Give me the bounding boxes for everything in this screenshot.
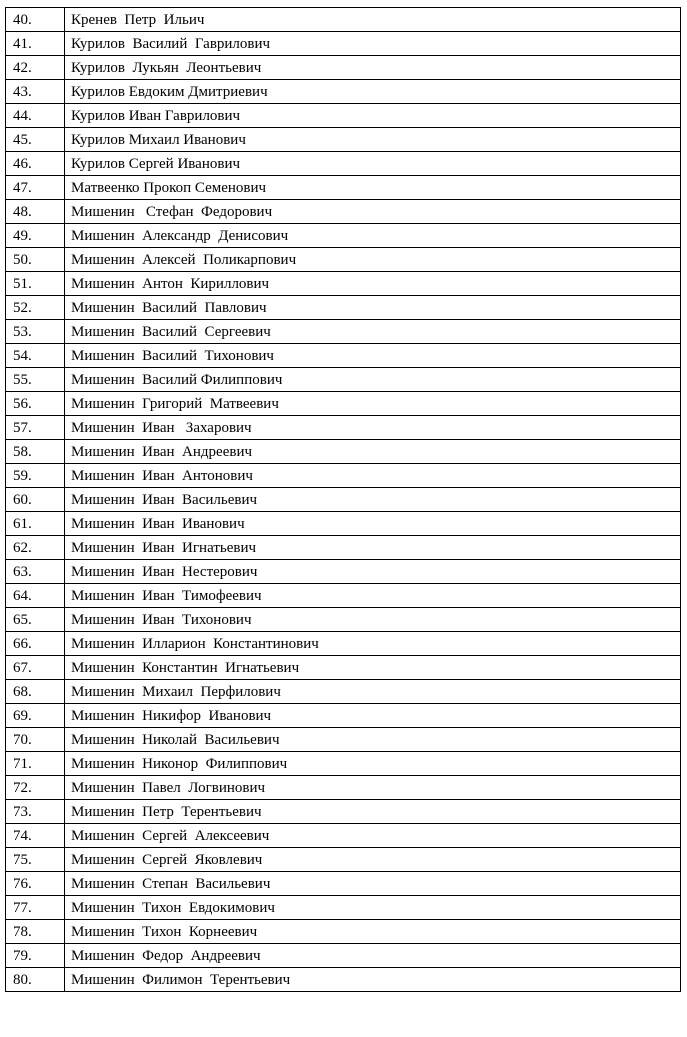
person-name: Мишенин Филимон Терентьевич xyxy=(65,968,681,992)
person-name: Курилов Евдоким Дмитриевич xyxy=(65,80,681,104)
document-page xyxy=(5,7,681,992)
row-number: 78. xyxy=(6,920,65,944)
table-row xyxy=(6,368,681,392)
table-row xyxy=(6,728,681,752)
table-row xyxy=(6,152,681,176)
row-number: 71. xyxy=(6,752,65,776)
row-number: 54. xyxy=(6,344,65,368)
row-number: 72. xyxy=(6,776,65,800)
person-name: Мишенин Сергей Алексеевич xyxy=(65,824,681,848)
person-name: Курилов Василий Гаврилович xyxy=(65,32,681,56)
table-row xyxy=(6,440,681,464)
table-row xyxy=(6,488,681,512)
person-name: Мишенин Федор Андреевич xyxy=(65,944,681,968)
person-name: Мишенин Константин Игнатьевич xyxy=(65,656,681,680)
row-number: 53. xyxy=(6,320,65,344)
row-number: 57. xyxy=(6,416,65,440)
table-row xyxy=(6,920,681,944)
person-name: Мишенин Иван Иванович xyxy=(65,512,681,536)
table-row xyxy=(6,704,681,728)
person-name: Мишенин Василий Тихонович xyxy=(65,344,681,368)
row-number: 79. xyxy=(6,944,65,968)
table-row xyxy=(6,224,681,248)
person-name: Мишенин Иван Андреевич xyxy=(65,440,681,464)
row-number: 62. xyxy=(6,536,65,560)
row-number: 61. xyxy=(6,512,65,536)
table-row xyxy=(6,584,681,608)
row-number: 70. xyxy=(6,728,65,752)
table-row xyxy=(6,752,681,776)
row-number: 80. xyxy=(6,968,65,992)
row-number: 59. xyxy=(6,464,65,488)
row-number: 60. xyxy=(6,488,65,512)
person-name: Мишенин Иван Игнатьевич xyxy=(65,536,681,560)
row-number: 76. xyxy=(6,872,65,896)
person-name: Мишенин Сергей Яковлевич xyxy=(65,848,681,872)
table-row xyxy=(6,776,681,800)
person-name: Мишенин Иван Антонович xyxy=(65,464,681,488)
row-number: 66. xyxy=(6,632,65,656)
row-number: 52. xyxy=(6,296,65,320)
row-number: 68. xyxy=(6,680,65,704)
person-name: Мишенин Тихон Корнеевич xyxy=(65,920,681,944)
table-row xyxy=(6,632,681,656)
table-row xyxy=(6,272,681,296)
row-number: 65. xyxy=(6,608,65,632)
table-row xyxy=(6,944,681,968)
person-name: Курилов Михаил Иванович xyxy=(65,128,681,152)
table-row xyxy=(6,320,681,344)
row-number: 45. xyxy=(6,128,65,152)
person-name: Мишенин Василий Павлович xyxy=(65,296,681,320)
row-number: 42. xyxy=(6,56,65,80)
table-row xyxy=(6,416,681,440)
person-name: Матвеенко Прокоп Семенович xyxy=(65,176,681,200)
table-row xyxy=(6,296,681,320)
table-row xyxy=(6,200,681,224)
row-number: 77. xyxy=(6,896,65,920)
table-row xyxy=(6,872,681,896)
table-row xyxy=(6,56,681,80)
row-number: 69. xyxy=(6,704,65,728)
table-row xyxy=(6,8,681,32)
row-number: 50. xyxy=(6,248,65,272)
row-number: 74. xyxy=(6,824,65,848)
row-number: 63. xyxy=(6,560,65,584)
person-name: Мишенин Илларион Константинович xyxy=(65,632,681,656)
table-row xyxy=(6,248,681,272)
table-row xyxy=(6,824,681,848)
person-name: Мишенин Тихон Евдокимович xyxy=(65,896,681,920)
person-name: Мишенин Александр Денисович xyxy=(65,224,681,248)
person-name: Мишенин Иван Васильевич xyxy=(65,488,681,512)
row-number: 58. xyxy=(6,440,65,464)
row-number: 43. xyxy=(6,80,65,104)
row-number: 48. xyxy=(6,200,65,224)
row-number: 51. xyxy=(6,272,65,296)
person-name: Кренев Петр Ильич xyxy=(65,8,681,32)
person-name: Мишенин Василий Филиппович xyxy=(65,368,681,392)
person-name: Мишенин Никонор Филиппович xyxy=(65,752,681,776)
table-row xyxy=(6,344,681,368)
person-name: Мишенин Степан Васильевич xyxy=(65,872,681,896)
person-name: Мишенин Антон Кириллович xyxy=(65,272,681,296)
person-name: Мишенин Иван Тимофеевич xyxy=(65,584,681,608)
table-row xyxy=(6,104,681,128)
row-number: 44. xyxy=(6,104,65,128)
name-list-table xyxy=(5,7,681,992)
row-number: 56. xyxy=(6,392,65,416)
person-name: Мишенин Василий Сергеевич xyxy=(65,320,681,344)
person-name: Мишенин Григорий Матвеевич xyxy=(65,392,681,416)
person-name: Мишенин Петр Терентьевич xyxy=(65,800,681,824)
person-name: Мишенин Иван Захарович xyxy=(65,416,681,440)
table-row xyxy=(6,464,681,488)
table-row xyxy=(6,800,681,824)
table-row xyxy=(6,608,681,632)
person-name: Курилов Лукьян Леонтьевич xyxy=(65,56,681,80)
table-row xyxy=(6,968,681,992)
row-number: 46. xyxy=(6,152,65,176)
person-name: Мишенин Иван Тихонович xyxy=(65,608,681,632)
table-row xyxy=(6,392,681,416)
table-row xyxy=(6,32,681,56)
table-body xyxy=(6,8,681,992)
table-row xyxy=(6,176,681,200)
person-name: Мишенин Николай Васильевич xyxy=(65,728,681,752)
table-row xyxy=(6,680,681,704)
row-number: 47. xyxy=(6,176,65,200)
row-number: 49. xyxy=(6,224,65,248)
person-name: Мишенин Никифор Иванович xyxy=(65,704,681,728)
person-name: Мишенин Стефан Федорович xyxy=(65,200,681,224)
person-name: Мишенин Алексей Поликарпович xyxy=(65,248,681,272)
person-name: Курилов Иван Гаврилович xyxy=(65,104,681,128)
row-number: 67. xyxy=(6,656,65,680)
table-row xyxy=(6,536,681,560)
person-name: Мишенин Иван Нестерович xyxy=(65,560,681,584)
row-number: 40. xyxy=(6,8,65,32)
table-row xyxy=(6,560,681,584)
row-number: 41. xyxy=(6,32,65,56)
row-number: 55. xyxy=(6,368,65,392)
person-name: Мишенин Михаил Перфилович xyxy=(65,680,681,704)
row-number: 64. xyxy=(6,584,65,608)
row-number: 75. xyxy=(6,848,65,872)
person-name: Мишенин Павел Логвинович xyxy=(65,776,681,800)
table-row xyxy=(6,512,681,536)
row-number: 73. xyxy=(6,800,65,824)
table-row xyxy=(6,80,681,104)
table-row xyxy=(6,896,681,920)
table-row xyxy=(6,128,681,152)
table-row xyxy=(6,656,681,680)
person-name: Курилов Сергей Иванович xyxy=(65,152,681,176)
table-row xyxy=(6,848,681,872)
